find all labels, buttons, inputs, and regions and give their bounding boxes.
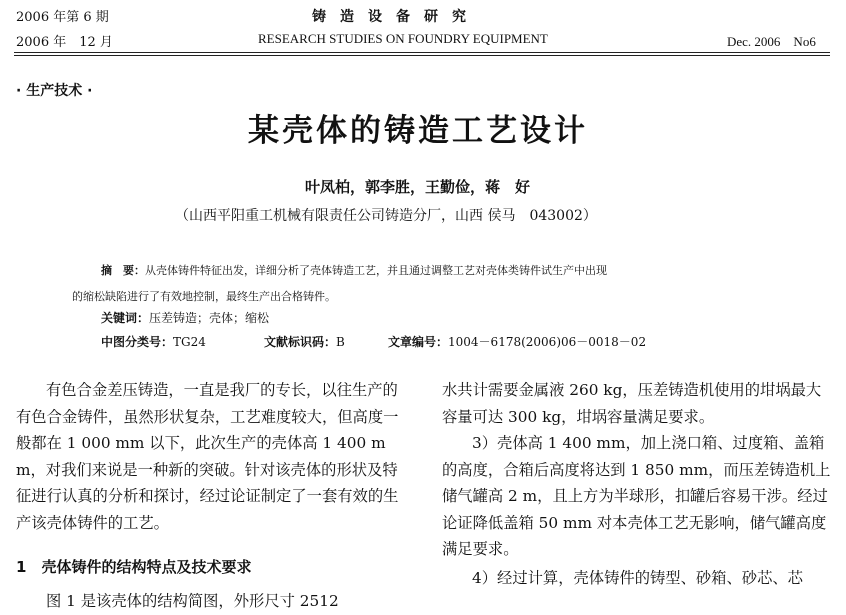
right-paragraph-1: 水共计需要金属液 260 kg，压差铸造机使用的坩埚最大容量可达 300 kg，坩埚容量满足要求。 xyxy=(442,381,822,426)
header-rule xyxy=(14,52,830,53)
affiliation: （山西平阳重工机械有限责任公司铸造分厂，山西 侯马 043002） xyxy=(175,208,597,224)
abstract-label: 摘 要： xyxy=(101,264,145,277)
issue-date: 2006 年 12 月 xyxy=(16,35,113,50)
keywords-label: 关键词： xyxy=(101,311,150,325)
section-heading-1 xyxy=(16,556,251,577)
abstract-text-1: 从壳体铸件特征出发，详细分析了壳体铸造工艺，并且通过调整工艺对壳体类铸件试生产中出现 xyxy=(145,264,607,277)
authors: 叶凤柏，郭李胜，王勤俭，蒋 好 xyxy=(305,178,531,196)
article-number xyxy=(388,333,646,350)
abstract-text-2: 的缩松缺陷进行了有效地控制，最终生产出合格铸件。 xyxy=(72,290,336,303)
header-rule-second xyxy=(14,55,830,56)
abstract-line-1 xyxy=(101,262,607,278)
keywords xyxy=(101,309,269,326)
intro-paragraph: 有色合金差压铸造，一直是我厂的专长，以往生产的有色合金铸件，虽然形状复杂，工艺难度较大，但高度一般都在 1 000 mm 以下，此次生产的壳体高 1 400 mm，对我们来说是一种新的突破。针对该壳体的形状及特征进行认真的分析和探讨，经过论证制定了一套有效的生产该壳体铸件的工艺。 xyxy=(16,381,399,532)
article-label: 文章编号： xyxy=(388,335,449,349)
journal-title-en: RESEARCH STUDIES ON FOUNDRY EQUIPMENT xyxy=(258,31,548,46)
doc-label: 文献标识码： xyxy=(264,335,337,349)
section-number: 1 xyxy=(16,558,27,576)
issue-date-en: Dec. 2006 No6 xyxy=(727,34,816,49)
clc-number xyxy=(101,333,206,350)
journal-title-cn: 铸 造 设 备 研 究 xyxy=(312,9,466,25)
cut-off-line: 图 1 是该壳体的结构简图，外形尺寸 2512 xyxy=(46,592,339,610)
right-paragraph-2: 3）壳体高 1 400 mm，加上浇口箱、过度箱、盖箱的高度，合箱后高度将达到 1 850 mm，而压差铸造机上储气罐高 2 m，且上方为半球形，扣罐后容易干涉。经过论证降低盖箱 50 mm 对本壳体工艺无影响，储气罐高度满足要求。 xyxy=(442,434,831,558)
article-value: 1004－6178(2006)06－0018－02 xyxy=(448,335,647,349)
clc-value: TG24 xyxy=(173,335,206,349)
article-title: 某壳体的铸造工艺设计 xyxy=(248,113,588,149)
issue-number: 2006 年第 6 期 xyxy=(16,10,109,25)
document-code xyxy=(264,333,345,350)
keywords-value: 压差铸造；壳体；缩松 xyxy=(149,311,270,325)
section-tag: · 生产技术 · xyxy=(16,83,93,99)
doc-value: B xyxy=(336,335,345,349)
section-title: 壳体铸件的结构特点及技术要求 xyxy=(41,558,252,576)
right-paragraph-3: 4）经过计算，壳体铸件的铸型、砂箱、砂芯、芯 xyxy=(472,569,803,587)
clc-label: 中图分类号： xyxy=(101,335,174,349)
